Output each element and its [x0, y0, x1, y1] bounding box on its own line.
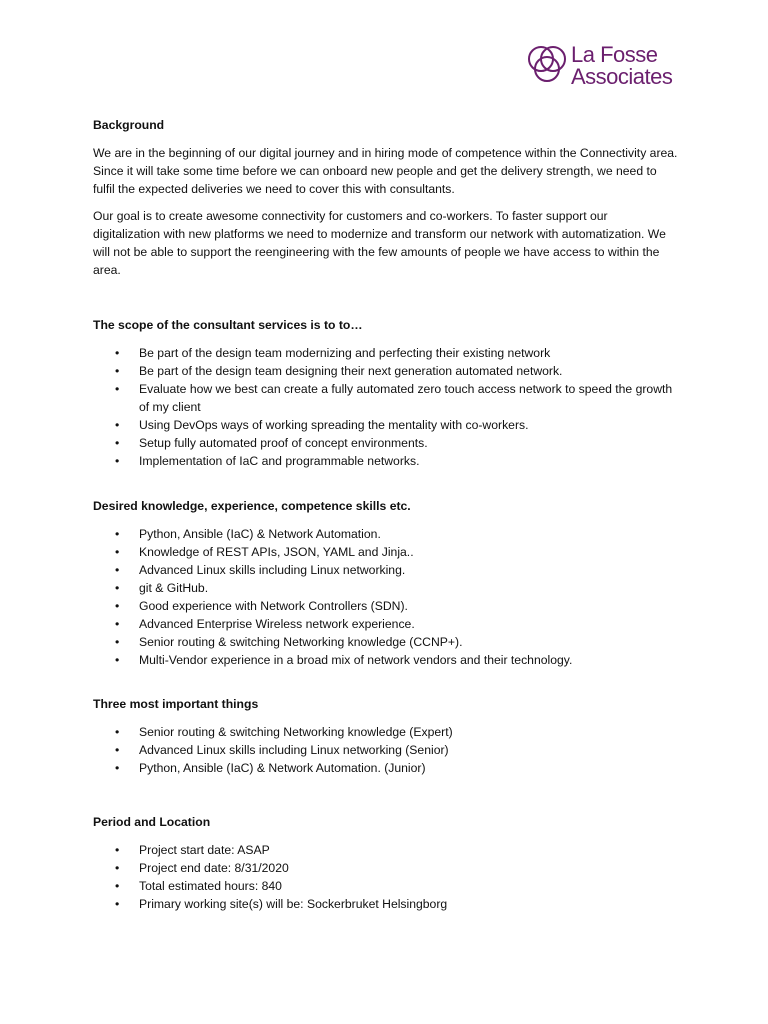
list-item-text: Implementation of IaC and programmable networks.	[139, 454, 420, 468]
list-item	[93, 895, 678, 913]
list-item-text: Evaluate how we best can create a fully automated zero touch access network to speed the growth of my client	[139, 382, 673, 414]
list-item	[93, 877, 678, 895]
list-item-text: Advanced Linux skills including Linux networking.	[139, 563, 406, 577]
list-item	[93, 723, 678, 741]
list-item	[93, 452, 678, 470]
list-item	[93, 759, 678, 777]
bullet-icon: •	[115, 617, 120, 631]
bullet-icon: •	[115, 418, 120, 432]
list-item	[93, 651, 678, 669]
list-item-text: Setup fully automated proof of concept environments.	[139, 436, 428, 450]
bullet-icon: •	[115, 364, 120, 378]
list-item-text: Multi-Vendor experience in a broad mix of network vendors and their technology.	[139, 653, 573, 667]
list-item-text: Senior routing & switching Networking knowledge (Expert)	[139, 725, 453, 739]
bullet-icon: •	[115, 527, 120, 541]
bullet-icon: •	[115, 879, 120, 893]
list-item	[93, 615, 678, 633]
list-item-text: Python, Ansible (IaC) & Network Automation. (Junior)	[139, 761, 426, 775]
section-heading-important: Three most important things	[93, 697, 259, 711]
bullet-icon: •	[115, 581, 120, 595]
logo-text-line2: Associates	[571, 64, 673, 89]
bullet-icon: •	[115, 897, 120, 911]
list-item-text: git & GitHub.	[139, 581, 209, 595]
list-item	[93, 741, 678, 759]
bullet-icon: •	[115, 635, 120, 649]
logo-text-line1: La Fosse	[571, 42, 658, 67]
bullet-icon: •	[115, 843, 120, 857]
bullet-icon: •	[115, 861, 120, 875]
list-item-text: Primary working site(s) will be: Sockerbruket Helsingborg	[139, 897, 448, 911]
bullet-icon: •	[115, 382, 120, 396]
list-item	[93, 597, 678, 615]
important-list	[93, 723, 678, 777]
list-item-text: Knowledge of REST APIs, JSON, YAML and Jinja..	[139, 545, 414, 559]
background-paragraph-2: Our goal is to create awesome connectivity for customers and co-workers. To faster support our digitalization with new platforms we need to modernize and transform our network with automatization. We will not be able to support the reengineering with the few amounts of people we have access to within the area.	[93, 209, 666, 277]
bullet-icon: •	[115, 743, 120, 757]
section-heading-scope: The scope of the consultant services is to to…	[93, 318, 363, 332]
list-item	[93, 416, 678, 434]
list-item	[93, 543, 678, 561]
company-logo	[526, 40, 686, 92]
list-item-text: Project start date: ASAP	[139, 843, 270, 857]
section-heading-period: Period and Location	[93, 815, 211, 829]
list-item-text: Project end date: 8/31/2020	[139, 861, 289, 875]
list-item	[93, 380, 678, 416]
background-paragraph-1: We are in the beginning of our digital journey and in hiring mode of competence within the Connectivity area. Since it will take some time before we can onboard new people and get the delivery strength, we need to fulfil the expected deliveries we need to cover this with consultants.	[93, 146, 678, 196]
list-item	[93, 434, 678, 452]
document-body	[93, 116, 678, 913]
scope-list	[93, 344, 678, 470]
list-item-text: Advanced Enterprise Wireless network experience.	[139, 617, 415, 631]
logo-circles-icon	[526, 42, 570, 86]
list-item	[93, 362, 678, 380]
section-heading-background: Background	[93, 118, 165, 132]
list-item	[93, 344, 678, 362]
knowledge-list	[93, 525, 678, 669]
list-item-text: Advanced Linux skills including Linux networking (Senior)	[139, 743, 449, 757]
list-item-text: Python, Ansible (IaC) & Network Automation.	[139, 527, 381, 541]
list-item	[93, 633, 678, 651]
list-item	[93, 841, 678, 859]
bullet-icon: •	[115, 436, 120, 450]
bullet-icon: •	[115, 599, 120, 613]
list-item-text: Be part of the design team modernizing and perfecting their existing network	[139, 346, 551, 360]
bullet-icon: •	[115, 725, 120, 739]
list-item-text: Senior routing & switching Networking knowledge (CCNP+).	[139, 635, 463, 649]
list-item	[93, 561, 678, 579]
bullet-icon: •	[115, 454, 120, 468]
bullet-icon: •	[115, 761, 120, 775]
list-item	[93, 525, 678, 543]
list-item	[93, 579, 678, 597]
list-item-text: Using DevOps ways of working spreading the mentality with co-workers.	[139, 418, 529, 432]
list-item	[93, 859, 678, 877]
period-list	[93, 841, 678, 913]
list-item-text: Good experience with Network Controllers (SDN).	[139, 599, 408, 613]
bullet-icon: •	[115, 563, 120, 577]
bullet-icon: •	[115, 346, 120, 360]
list-item-text: Total estimated hours: 840	[139, 879, 282, 893]
section-heading-knowledge: Desired knowledge, experience, competence skills etc.	[93, 499, 411, 513]
bullet-icon: •	[115, 545, 120, 559]
bullet-icon: •	[115, 653, 120, 667]
list-item-text: Be part of the design team designing their next generation automated network.	[139, 364, 563, 378]
